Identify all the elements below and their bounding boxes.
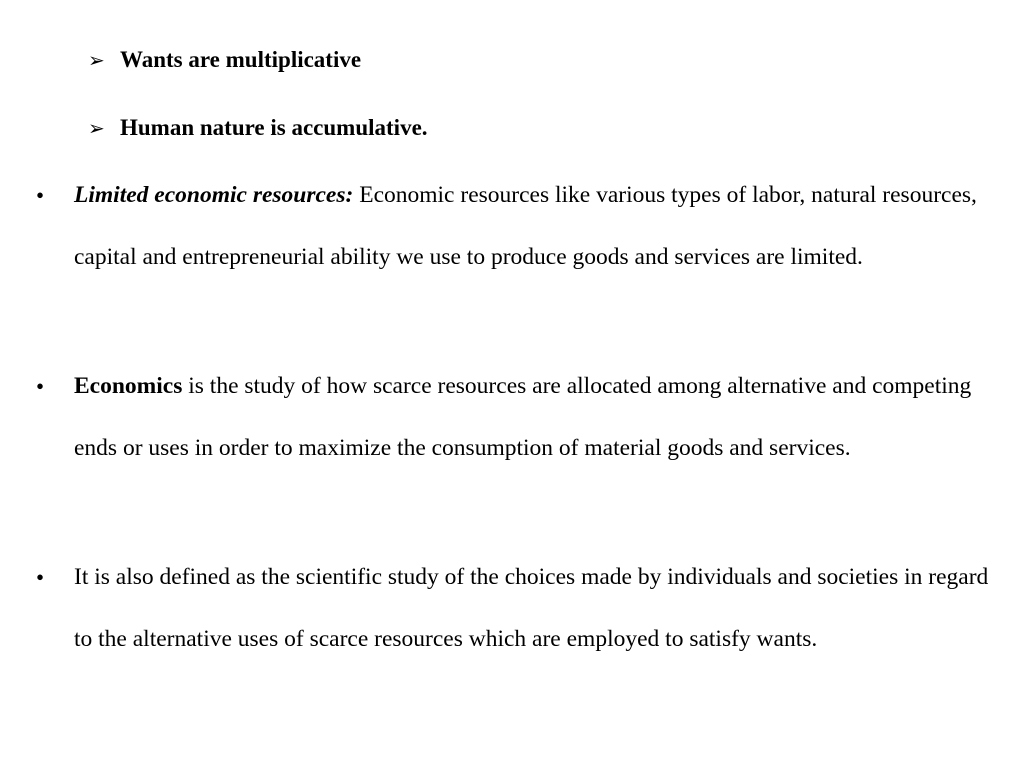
bullet-body: It is also defined as the scientific study of the choices made by individuals and societies in regard to the alternative uses of scarce resources which are employed to satisfy wants. <box>74 564 989 652</box>
sub-bullet-human-nature <box>88 112 428 144</box>
dot-bullet-icon: • <box>36 374 45 399</box>
bullet-body: Economic resources like various types of labor, natural resources, capital and entrepreneurial ability we use to produce goods and services are limited. <box>74 182 977 270</box>
arrow-bullet-icon: ➢ <box>88 117 105 140</box>
bullet-paragraph <box>74 356 1004 479</box>
bullet-body: is the study of how scarce resources are allocated among alternative and competing ends or uses in order to maximize the consumption of material goods and services. <box>74 373 972 461</box>
bullet-paragraph <box>74 547 1004 670</box>
bullet-paragraph <box>74 165 1004 288</box>
dot-bullet-icon: • <box>36 565 45 590</box>
bullet-lead: Economics <box>74 373 183 399</box>
bullet-lead: Limited economic resources: <box>74 182 354 208</box>
arrow-bullet-icon: ➢ <box>88 49 105 72</box>
sub-bullet-text: Wants are multiplicative <box>120 47 362 72</box>
dot-bullet-icon: • <box>36 183 45 208</box>
sub-bullet-text: Human nature is accumulative. <box>120 115 428 140</box>
sub-bullet-wants <box>88 44 361 76</box>
